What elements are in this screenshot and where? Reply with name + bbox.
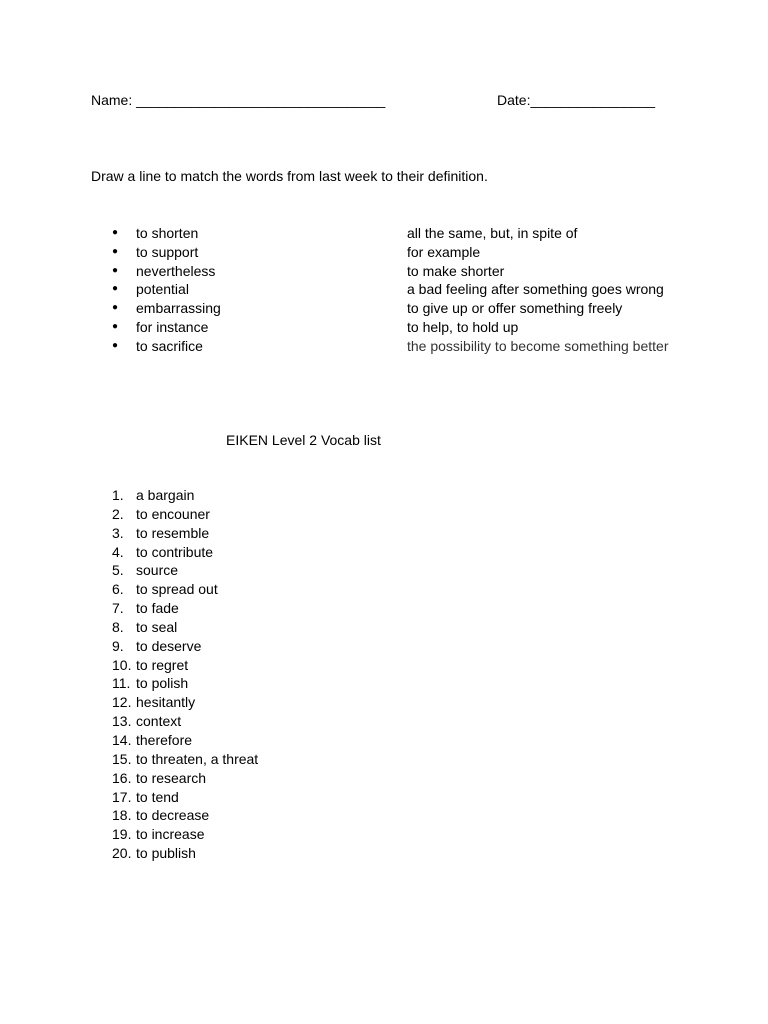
list-item — [112, 543, 258, 562]
list-item — [112, 825, 258, 844]
list-item — [112, 618, 258, 637]
vocab-word: to publish — [136, 845, 196, 862]
list-item — [112, 318, 221, 337]
list-item — [112, 674, 258, 693]
matching-word: embarrassing — [136, 300, 221, 317]
item-number: 19. — [112, 826, 132, 843]
list-item — [112, 561, 258, 580]
matching-definitions-list — [407, 224, 668, 356]
item-number: 17. — [112, 788, 132, 805]
bullet-icon: ● — [112, 320, 119, 332]
vocab-list — [112, 486, 258, 863]
name-field-label: Name: ________________________________ — [91, 92, 386, 108]
list-item — [112, 486, 258, 505]
vocab-word: to seal — [136, 618, 178, 635]
matching-definition: to make shorter — [407, 262, 505, 279]
date-field-label: Date:________________ — [497, 92, 656, 108]
vocab-word: to polish — [136, 675, 189, 692]
list-item — [112, 656, 258, 675]
vocab-word: therefore — [136, 731, 193, 748]
bullet-icon: ● — [112, 227, 119, 238]
item-number: 7. — [112, 600, 124, 617]
matching-word: potential — [136, 281, 189, 298]
matching-word: for instance — [136, 318, 209, 335]
item-number: 15. — [112, 750, 132, 767]
item-number: 3. — [112, 524, 124, 541]
matching-word: nevertheless — [136, 262, 216, 279]
list-item — [112, 299, 221, 318]
list-item — [112, 243, 221, 262]
vocab-word: to contribute — [136, 543, 214, 560]
vocab-word: to encouner — [136, 505, 210, 522]
list-item — [112, 337, 221, 356]
item-number: 11. — [112, 675, 131, 692]
item-number: 20. — [112, 845, 132, 862]
list-item — [112, 806, 258, 825]
item-number: 4. — [112, 543, 124, 560]
bullet-icon: ● — [112, 264, 119, 276]
list-item — [112, 637, 258, 656]
vocab-word: context — [136, 713, 182, 730]
list-item — [112, 580, 258, 599]
item-number: 6. — [112, 581, 124, 598]
bullet-icon: ● — [112, 283, 119, 295]
matching-definition: for example — [407, 243, 481, 260]
bullet-icon: ● — [112, 245, 119, 257]
item-number: 5. — [112, 562, 124, 579]
vocab-word: to tend — [136, 788, 179, 805]
matching-definition: to help, to hold up — [407, 318, 519, 335]
matching-definition: a bad feeling after something goes wrong — [407, 281, 664, 298]
vocab-list-title: EIKEN Level 2 Vocab list — [226, 432, 381, 448]
item-number: 1. — [112, 487, 124, 503]
matching-word: to sacrifice — [136, 337, 203, 354]
item-number: 18. — [112, 807, 132, 824]
vocab-word: to fade — [136, 600, 179, 617]
list-item — [112, 524, 258, 543]
vocab-word: to threaten, a threat — [136, 750, 259, 767]
matching-definition: the possibility to become something better — [407, 337, 669, 354]
list-item — [112, 693, 258, 712]
list-item — [112, 262, 221, 281]
instructions-text: Draw a line to match the words from last week to their definition. — [91, 168, 488, 184]
list-item — [112, 224, 221, 243]
list-item — [112, 599, 258, 618]
bullet-icon: ● — [112, 339, 119, 351]
list-item — [112, 750, 258, 769]
list-item — [112, 505, 258, 524]
bullet-icon: ● — [112, 302, 119, 314]
vocab-word: a bargain — [136, 487, 195, 503]
vocab-word: to research — [136, 769, 207, 786]
list-item — [112, 769, 258, 788]
list-item — [112, 712, 258, 731]
vocab-word: to deserve — [136, 637, 202, 654]
item-number: 2. — [112, 505, 124, 522]
matching-word: to support — [136, 243, 199, 260]
item-number: 8. — [112, 618, 124, 635]
matching-definition: all the same, but, in spite of — [407, 225, 578, 241]
list-item — [112, 844, 258, 863]
matching-definition: to give up or offer something freely — [407, 300, 623, 317]
vocab-word: to resemble — [136, 524, 210, 541]
list-item — [112, 280, 221, 299]
item-number: 16. — [112, 769, 132, 786]
item-number: 9. — [112, 637, 124, 654]
vocab-word: to regret — [136, 656, 189, 673]
vocab-word: to increase — [136, 826, 205, 843]
item-number: 13. — [112, 713, 132, 730]
matching-words-list — [112, 224, 221, 356]
vocab-word: to spread out — [136, 581, 218, 598]
item-number: 10. — [112, 656, 132, 673]
list-item — [112, 731, 258, 750]
list-item — [112, 788, 258, 807]
vocab-word: hesitantly — [136, 694, 196, 711]
vocab-word: source — [136, 562, 179, 579]
vocab-word: to decrease — [136, 807, 210, 824]
item-number: 14. — [112, 731, 132, 748]
item-number: 12. — [112, 694, 132, 711]
matching-word: to shorten — [136, 225, 199, 241]
